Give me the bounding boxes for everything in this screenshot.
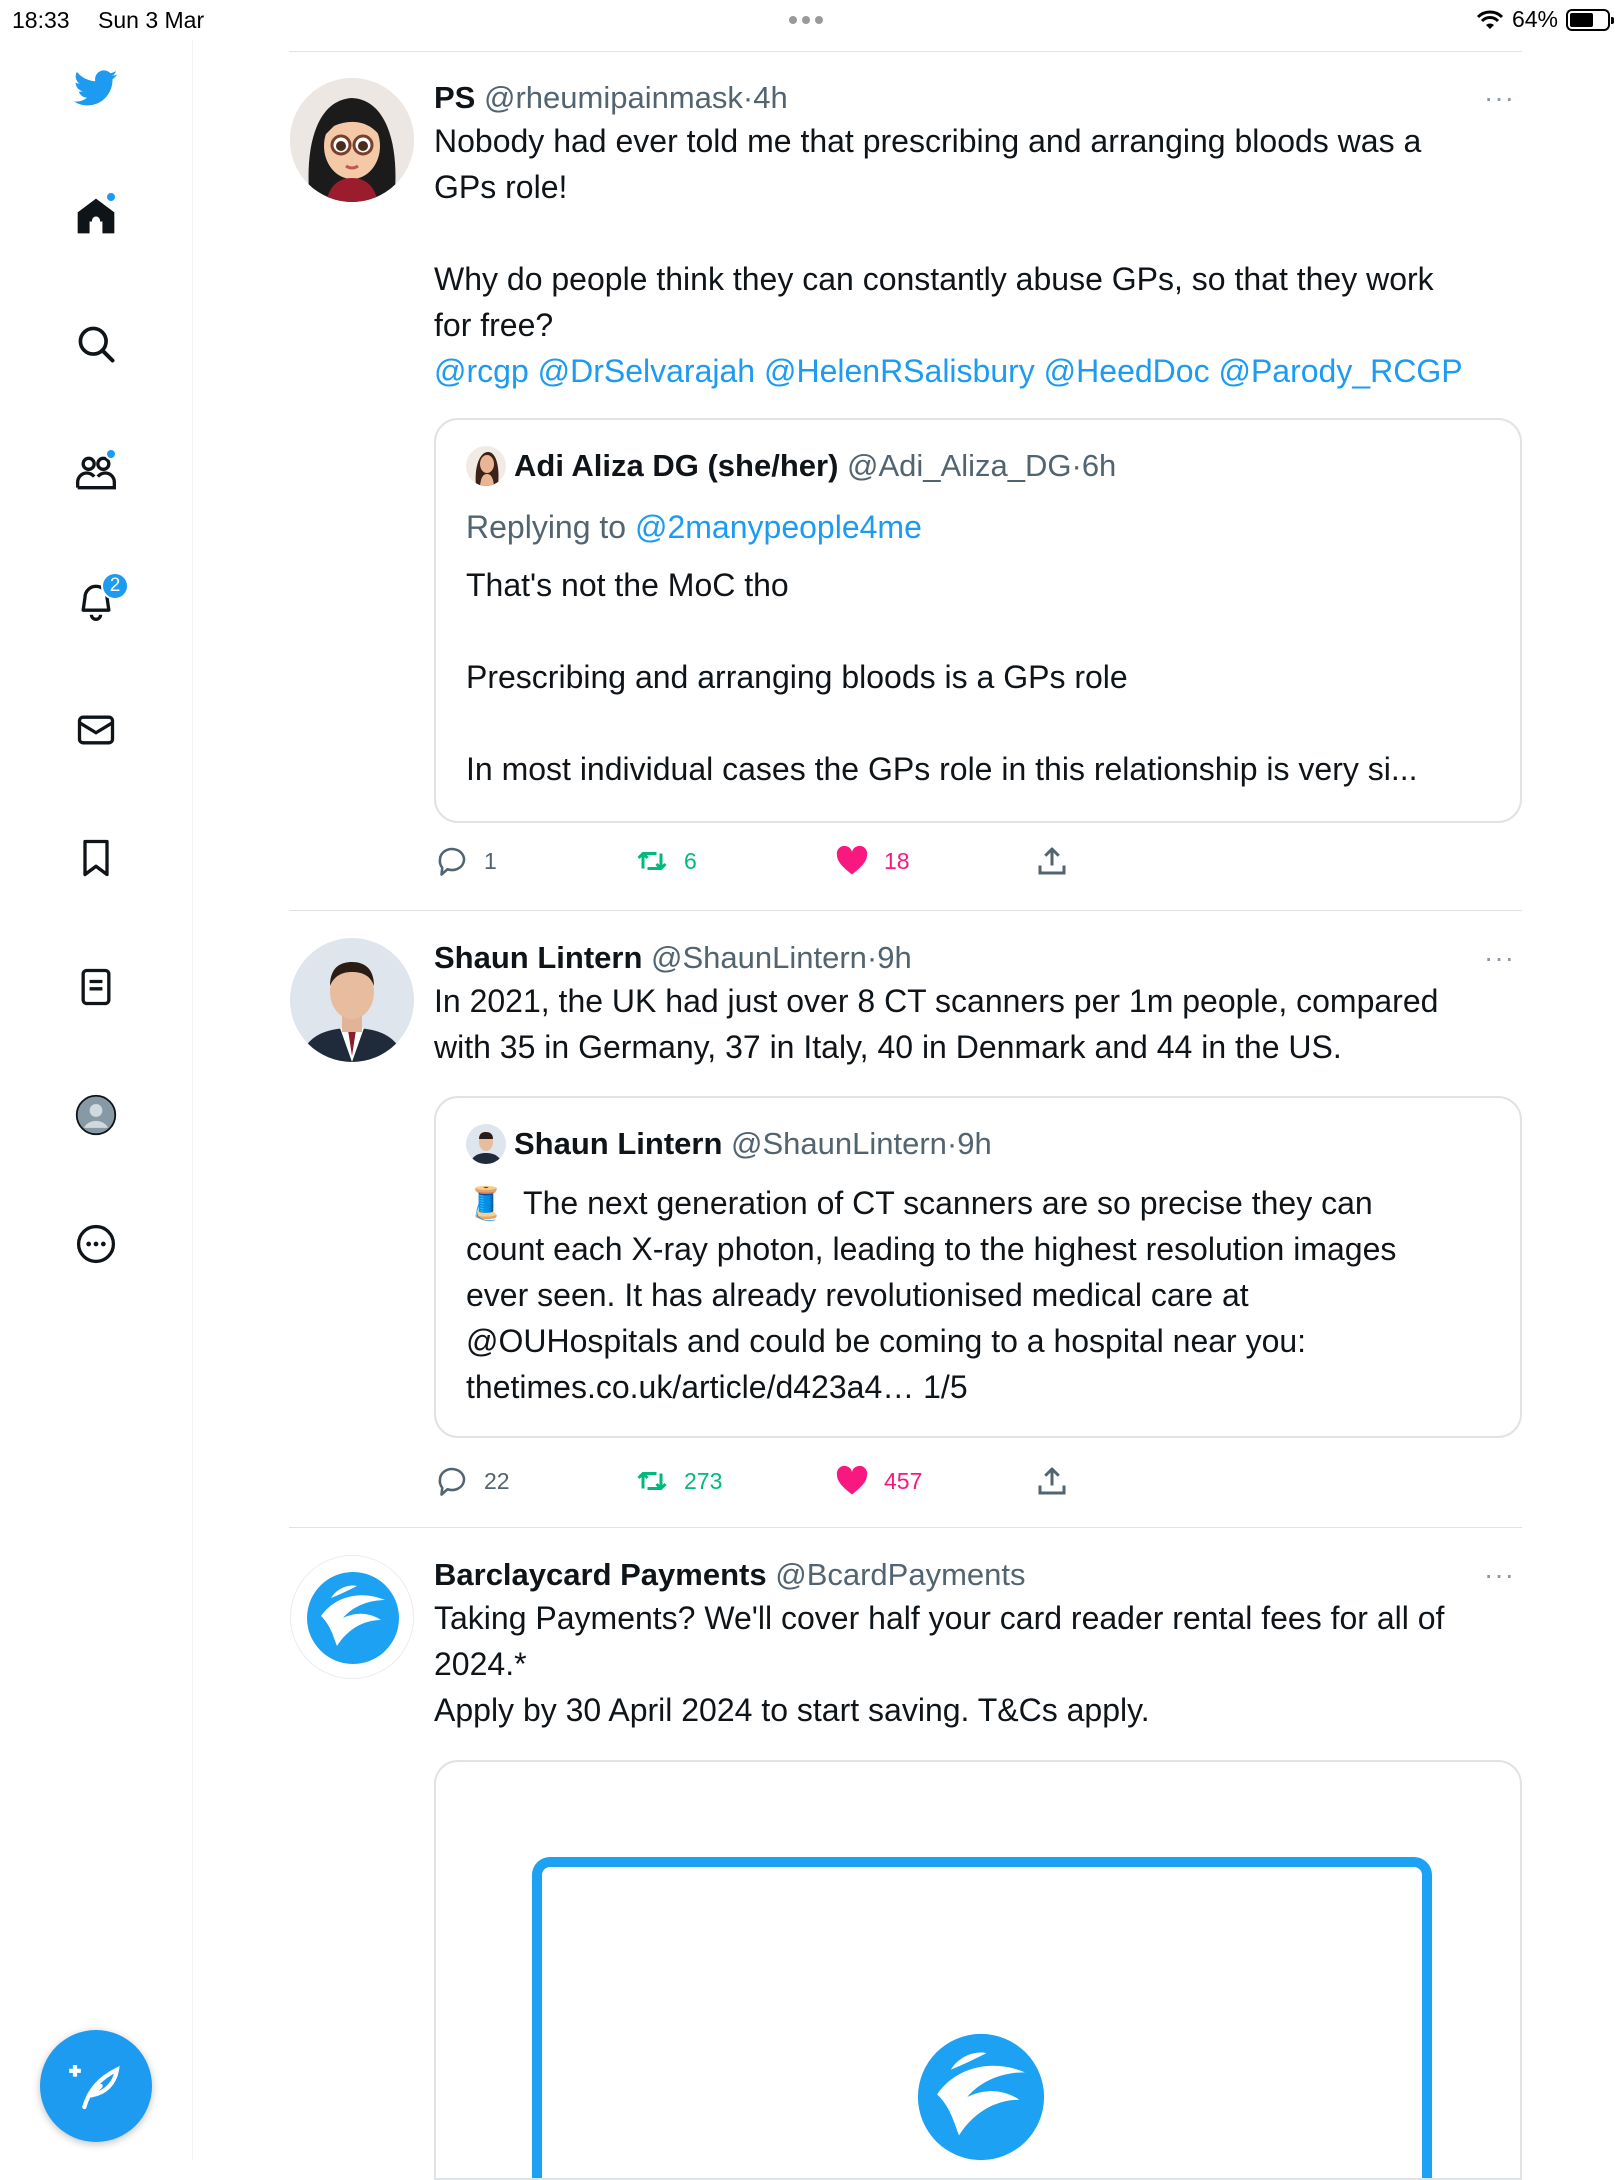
more-options-icon[interactable]: ···: [1484, 942, 1515, 973]
more-options-icon[interactable]: [71, 1219, 121, 1269]
reply-count: 22: [484, 1467, 510, 1494]
quoted-avatar: [466, 446, 506, 486]
quoted-header-separator: ·: [946, 1126, 958, 1161]
more-options-icon[interactable]: ···: [1484, 82, 1515, 113]
author-name[interactable]: PS: [434, 80, 476, 115]
twitter-logo-icon[interactable]: [71, 63, 121, 113]
avatar-barclaycard[interactable]: [290, 1555, 414, 1679]
like-button[interactable]: [834, 1463, 922, 1499]
tweet-text: Nobody had ever told me that prescribing and arranging bloods was a GPs role! Why do people think they can constantly abuse GPs, so that they work for free?: [434, 123, 1434, 343]
replying-to-prefix: Replying to: [466, 509, 635, 545]
replying-to-mention[interactable]: @2manypeople4me: [634, 509, 922, 545]
author-handle[interactable]: @BcardPayments: [775, 1557, 1026, 1592]
ad-media-card[interactable]: [434, 1760, 1522, 2180]
home-icon[interactable]: [71, 191, 121, 241]
retweet-count: 273: [684, 1467, 723, 1494]
quoted-author-name: Shaun Lintern: [514, 1126, 723, 1161]
like-count: 457: [884, 1467, 923, 1494]
retweet-icon: [634, 1463, 670, 1499]
author-name[interactable]: Shaun Lintern: [434, 940, 643, 975]
home-new-dot: [105, 191, 117, 203]
avatar-shaun-lintern[interactable]: [290, 938, 414, 1062]
retweet-button[interactable]: [634, 1463, 722, 1499]
timeline-feed: [289, 0, 1522, 2160]
like-count: 18: [884, 847, 910, 874]
reply-icon: [434, 1463, 470, 1499]
reply-count: 1: [484, 847, 497, 874]
quoted-tweet[interactable]: [434, 418, 1522, 823]
bookmarks-icon[interactable]: [71, 833, 121, 883]
share-icon: [1034, 843, 1070, 879]
divider: [289, 51, 1522, 52]
quoted-tweet-text: That's not the MoC tho Prescribing and arranging bloods is a GPs role In most individual cases the GPs role in this relationship is very si...: [466, 567, 1418, 787]
quoted-tweet-header: [466, 446, 1116, 486]
heart-filled-icon: [834, 843, 870, 879]
status-date: Sun 3 Mar: [98, 7, 205, 33]
share-button[interactable]: [1034, 1463, 1070, 1499]
header-separator: ·: [866, 940, 878, 975]
divider: [289, 1527, 1522, 1528]
tweet-header: [434, 1555, 1519, 1595]
retweet-count: 6: [684, 847, 697, 874]
reply-button[interactable]: [434, 843, 497, 879]
compose-feather-icon: [68, 2058, 124, 2114]
barclaycard-logo-icon: [896, 2012, 1066, 2180]
communities-new-dot: [105, 448, 117, 460]
quoted-author-handle: @ShaunLintern: [731, 1126, 947, 1161]
header-separator: ·: [742, 80, 754, 115]
tweet-mentions[interactable]: @rcgp @DrSelvarajah @HelenRSalisbury @HeedDoc @Parody_RCGP: [434, 353, 1463, 389]
quoted-author-name: Adi Aliza DG (she/her): [514, 448, 839, 483]
tweet-actions: [434, 843, 1134, 883]
divider: [289, 910, 1522, 911]
search-icon[interactable]: [71, 319, 121, 369]
tweet-time[interactable]: 4h: [753, 80, 788, 115]
reply-icon: [434, 843, 470, 879]
tweet-header: [434, 938, 1519, 978]
replying-to-line: [466, 504, 1496, 550]
quoted-tweet-body: The next generation of CT scanners are so precise they can count each X-ray photon, leading to the highest resolution images ever seen. It has already revolutionised medical care at @OUHospitals and could be coming to a hospital near you: thetimes.co.uk/article/d423a4… 1/5: [466, 1185, 1397, 1405]
share-icon: [1034, 1463, 1070, 1499]
quoted-tweet-text: [466, 1180, 1496, 1410]
tweet-actions: [434, 1463, 1134, 1503]
tweet-ps[interactable]: [289, 78, 1522, 908]
tweet-text: In 2021, the UK had just over 8 CT scanners per 1m people, compared with 35 in Germany, 37 in Italy, 40 in Denmark and 44 in the US.: [434, 983, 1439, 1065]
profile-avatar-icon[interactable]: [71, 1090, 121, 1140]
communities-icon[interactable]: [71, 448, 121, 498]
battery-icon: [1566, 9, 1610, 31]
tweet-time[interactable]: 9h: [877, 940, 912, 975]
quoted-avatar: [466, 1124, 506, 1164]
retweet-button[interactable]: [634, 843, 697, 879]
retweet-icon: [634, 843, 670, 879]
quoted-author-handle: @Adi_Aliza_DG: [847, 448, 1072, 483]
author-handle[interactable]: @rheumipainmask: [483, 80, 743, 115]
like-button[interactable]: [834, 843, 910, 879]
tweet-text: Taking Payments? We'll cover half your card reader rental fees for all of 2024.* Apply by 30 April 2024 to start saving. T&Cs apply.: [434, 1600, 1445, 1728]
author-name[interactable]: Barclaycard Payments: [434, 1557, 767, 1592]
compose-tweet-button[interactable]: [40, 2030, 152, 2142]
quoted-tweet-time: 6h: [1081, 448, 1117, 483]
messages-envelope-icon[interactable]: [71, 705, 121, 755]
more-options-icon[interactable]: ···: [1484, 1559, 1515, 1590]
lists-icon[interactable]: [71, 962, 121, 1012]
notifications-badge: 2: [101, 572, 129, 600]
tweet-header: [434, 78, 1519, 118]
share-button[interactable]: [1034, 843, 1070, 879]
tweet-shaun-lintern[interactable]: [289, 938, 1522, 1518]
notifications-bell-icon[interactable]: [71, 576, 121, 626]
thread-spool-icon: 🧵: [466, 1185, 506, 1221]
status-time: 18:33: [12, 7, 70, 33]
battery-percent: 64%: [1511, 6, 1558, 32]
heart-filled-icon: [834, 1463, 870, 1499]
quoted-tweet-time: 9h: [957, 1126, 992, 1161]
quoted-tweet[interactable]: [434, 1096, 1522, 1438]
reply-button[interactable]: [434, 1463, 510, 1499]
sidebar: [0, 40, 193, 2160]
quoted-tweet-header: [466, 1124, 992, 1164]
avatar-ps[interactable]: [290, 78, 414, 202]
author-handle[interactable]: @ShaunLintern: [651, 940, 867, 975]
quoted-header-separator: ·: [1071, 448, 1082, 483]
